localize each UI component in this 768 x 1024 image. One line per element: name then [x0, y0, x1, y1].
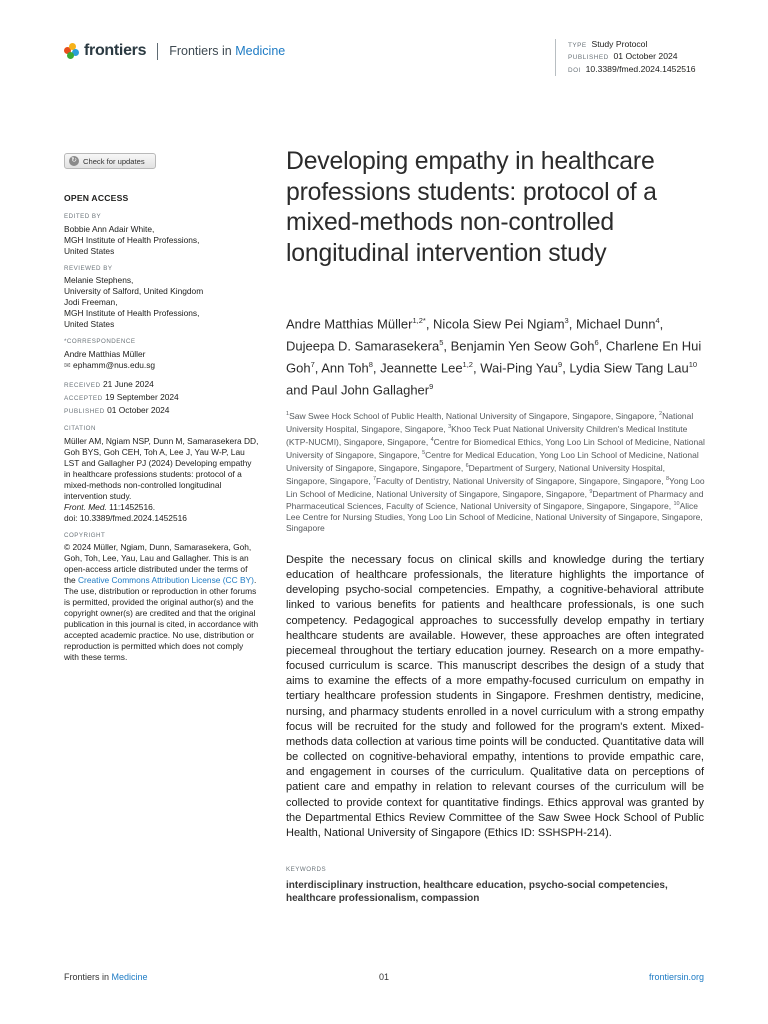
cc-by-license-link[interactable]: Creative Commons Attribution License (CC BY) — [77, 575, 254, 586]
author-affiliation-marker: 5 — [439, 338, 444, 348]
author-affiliation-marker: 1,2* — [412, 316, 426, 325]
affiliation-text: Centre for Medical Education, Yong Loo Lin School of Medicine, National University of Singapore, Singapore, Singapore, — [286, 449, 699, 473]
author-separator: , — [598, 338, 606, 354]
footer-site-link[interactable]: frontiersin.org — [648, 972, 704, 982]
author-name[interactable]: Wai-Ping Yau — [480, 360, 559, 376]
sidebar-info — [64, 193, 260, 662]
affiliation-text: Alice Lee Centre for Nursing Studies, Yong Loo Lin School of Medicine, National University of Singapore, Singapore, Singapore — [286, 501, 703, 534]
keywords-label: KEYWORDS — [286, 866, 327, 873]
affiliation-text: Centre for Biomedical Ethics, Yong Loo Lin School of Medicine, National University of Singapore, Singapore, — [286, 436, 705, 460]
affiliation-number: 9 — [589, 488, 593, 495]
logo-divider — [157, 43, 158, 60]
author-separator: , — [443, 338, 451, 354]
author-affiliation-marker: 6 — [594, 338, 599, 348]
footer-journal[interactable]: Frontiers in Medicine — [64, 972, 148, 982]
author-name[interactable]: Paul John Gallagher — [311, 382, 430, 398]
author-affiliation-marker: 8 — [368, 360, 373, 370]
author-affiliation-marker: 4 — [655, 316, 660, 325]
author-separator: , — [472, 360, 481, 376]
author-affiliation-marker: 10 — [688, 360, 698, 370]
open-access-label: OPEN ACCESS — [64, 193, 129, 203]
affiliation-number: 3 — [448, 423, 452, 430]
affiliation-number: 6 — [465, 462, 469, 469]
author-name[interactable]: Dujeepa D. Samarasekera — [286, 338, 440, 354]
check-for-updates-button[interactable]: ↻ Check for updates — [64, 153, 156, 169]
author-separator: , — [425, 316, 434, 332]
article-title: Developing empathy in healthcare professions students: protocol of a mixed-methods non-controlled longitudinal intervention study — [286, 148, 657, 267]
citation-section: CITATION Müller AM, Ngiam NSP, Dunn M, Samarasekera DD, Goh BYS, Goh CEH, Toh A, Lee J, Yau W-P, Lau LST and Gallagher PJ (2024) Developing empathy in healthcare professions students: protocol of a mixed-methods non-controlled longitudinal intervention study. Front. Med. 11:1452516. doi: 10.3389/fmed.2024.1452516 — [64, 425, 259, 523]
correspondence-section: *CORRESPONDENCE Andre Matthias Müller ✉ ephamm@nus.edu.sg — [64, 337, 260, 372]
author-name[interactable]: Charlene En Hui Goh — [286, 338, 702, 376]
published-row: PUBLISHED 01 October 2024 — [568, 51, 678, 62]
frontiers-logo-icon — [64, 43, 79, 59]
author-name[interactable]: Andre Matthias Müller — [286, 316, 413, 332]
author-name[interactable]: Benjamin Yen Seow Goh — [450, 338, 595, 354]
abstract: Despite the necessary focus on clinical skills and knowledge during the tertiary education of healthcare professionals, the literature highlights the importance of developing psycho-social competencies. Empathy, a cognitive-behavioral attribute linked to various benefits for patients and healthcare professionals, is one such competency. Pedagogical approaches to successfully develop empathy in tertiary healthcare students are available. However, these approaches are often integrated piecemeal throughout the tertiary education journey. Research on a more empathy-focused curriculum is scarce. This manuscript describes the design of a study that aims to examine the effects of a more empathy-focused curriculum on empathy in tertiary healthcare profession students in Singapore. Freshmen dentistry, medicine, nursing, and pharmacy students enrolled in a novel curriculum with a strong empathy focus will be recruited for the study and followed for the program's extent. Mixed-methods data collection at various time points will be conducted. Quantitative data will be collected on cognitive-behavioral empathy, intentions to provide empathic care, and engagement in courses of the curriculum. Qualitative data on perceptions of patient care and empathy in relation to relevant courses of the curriculum will be collected to provide context for quantitative findings. Ethics approval was granted by the Departmental Ethics Review Committee of the Saw Swee Hock School of Public Health, National University of Singapore (Ethics ID: SSHSPH-214). — [286, 554, 704, 839]
article-meta — [555, 39, 696, 76]
email-row[interactable]: ✉ ephamm@nus.edu.sg — [64, 359, 156, 370]
author-affiliation-marker: 9 — [429, 382, 434, 392]
author-separator: , — [659, 316, 664, 332]
affiliation-number: 5 — [422, 449, 426, 456]
affiliation-text: Saw Swee Hock School of Public Health, National University of Singapore, Singapore, Singapore, — [289, 410, 660, 421]
copyright-section: COPYRIGHT © 2024 Müller, Ngiam, Dunn, Samarasekera, Goh, Goh, Toh, Lee, Yau, Lau and Gallagher. This is an open-access article distributed under the terms of the Creative Commons Attribution License (CC BY). The use, distribution or reproduction in other forums is permitted, provided the original author(s) and the copyright owner(s) are credited and that the original publication in this journal is cited, in accordance with accepted academic practice. No use, distribution or reproduction is permitted which does not comply with these terms. — [64, 531, 259, 662]
author-name[interactable]: Nicola Siew Pei Ngiam — [433, 316, 565, 332]
author-affiliation-marker: 7 — [310, 360, 315, 370]
publisher-logo[interactable] — [64, 42, 285, 60]
journal-name: Frontiers in Medicine — [169, 44, 286, 58]
edited-by-section: EDITED BY Bobbie Ann Adair White, MGH Institute of Health Professions, United States — [64, 212, 200, 256]
brand-name: frontiers — [84, 42, 147, 59]
affiliations — [286, 409, 706, 535]
doi-row: DOI 10.3389/fmed.2024.1452516 — [568, 63, 696, 74]
author-name[interactable]: Lydia Siew Tang Lau — [569, 360, 689, 376]
author-affiliation-marker: 3 — [564, 316, 569, 325]
type-row: TYPE Study Protocol — [568, 39, 648, 49]
affiliation-number: 8 — [665, 475, 670, 482]
affiliation-text: Khoo Teck Puat National University Children's Medical Institute (KTP-NUCMI), Singapore, Singapore, — [286, 423, 688, 447]
author-separator: , — [568, 316, 576, 332]
author-name[interactable]: Michael Dunn — [575, 316, 656, 332]
author-separator: , — [562, 360, 570, 376]
author-affiliation-marker: 1,2 — [462, 360, 473, 370]
author-name[interactable]: Jeannette Lee — [380, 360, 463, 376]
author-name[interactable]: Ann Toh — [321, 360, 369, 376]
affiliation-number: 1 — [286, 411, 290, 417]
affiliation-text: National University Hospital, Singapore, Singapore, — [286, 410, 694, 434]
doi-link[interactable]: 10.3389/fmed.2024.1452516 — [585, 63, 696, 74]
email-icon: ✉ — [64, 360, 71, 370]
author-separator: , — [314, 360, 322, 376]
author-separator: , — [372, 360, 381, 376]
page-number: 01 — [379, 972, 390, 982]
keywords: interdisciplinary instruction, healthcare education, psycho-social competencies, healthcare professionalism, compassion — [286, 880, 668, 905]
author-list — [286, 312, 706, 401]
affiliation-number: 10 — [673, 501, 680, 508]
citation-doi[interactable]: doi: 10.3389/fmed.2024.1452516 — [64, 512, 187, 523]
dates-section: RECEIVED 21 June 2024 ACCEPTED 19 September 2024 PUBLISHED 01 October 2024 — [64, 378, 179, 415]
author-affiliation-marker: 9 — [558, 360, 563, 370]
affiliation-number: 2 — [659, 411, 663, 417]
affiliation-text: Yong Loo Lin School of Medicine, National University of Singapore, Singapore, Singapore, — [286, 475, 705, 499]
reviewed-by-section: REVIEWED BY Melanie Stephens, University of Salford, United Kingdom Jodi Freeman, MGH Institute of Health Professions, United States — [64, 264, 204, 330]
affiliation-text: Department of Pharmacy and Pharmaceutical Sciences, Faculty of Science, National University of Singapore, Singapore, Singapore, — [286, 488, 704, 512]
author-separator: and — [286, 382, 312, 398]
affiliation-text: Faculty of Dentistry, National University of Singapore, Singapore, Singapore, — [376, 475, 666, 486]
refresh-icon: ↻ — [69, 156, 79, 166]
affiliation-number: 7 — [372, 475, 377, 482]
affiliation-text: Department of Surgery, National University Hospital, Singapore, Singapore, — [286, 462, 665, 486]
affiliation-number: 4 — [430, 436, 434, 443]
